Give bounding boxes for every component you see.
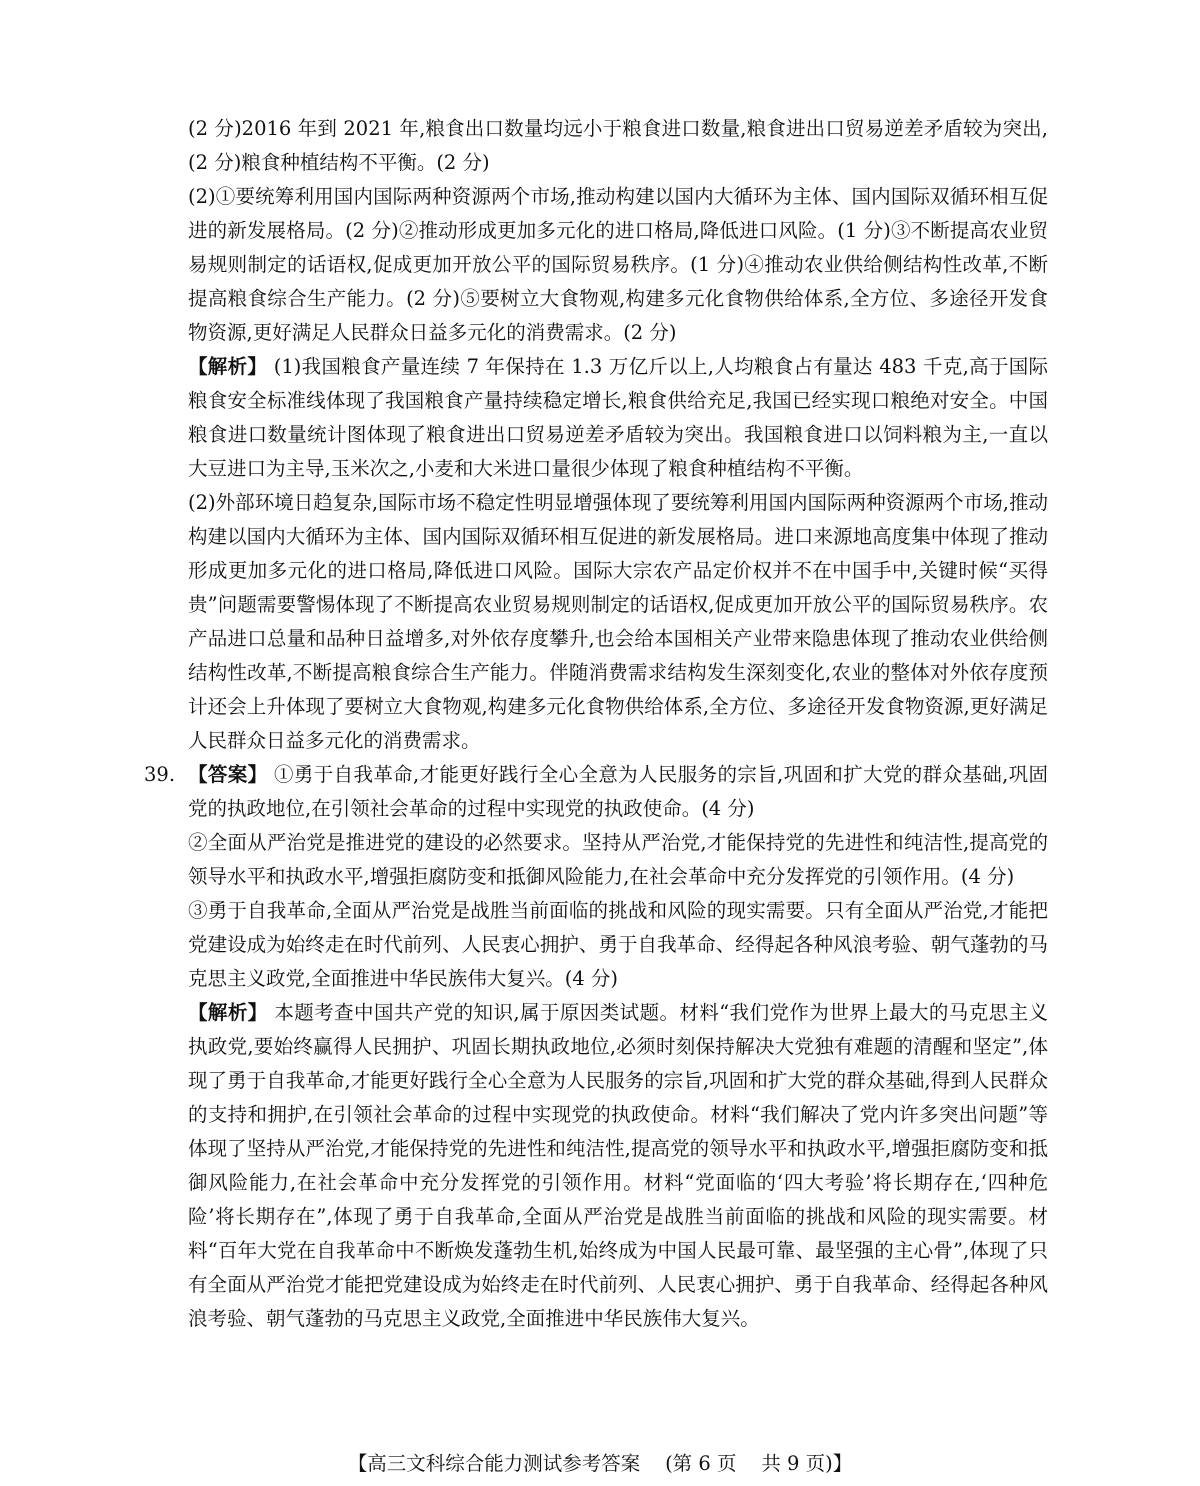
paragraph-text: ③勇于自我革命,全面从严治党是战胜当前面临的挑战和风险的现实需要。只有全面从严治党,才能把党建设成为始终走在时代前列、人民衷心拥护、勇于自我革命、经得起各种风浪考验、朝气蓬勃的马克思主义政党,全面推进中华民族伟大复兴。(4 分) (188, 899, 1048, 990)
answer-paragraph-1 (188, 112, 1048, 180)
analysis-paragraph-1 (188, 350, 1048, 486)
paragraph-text: (2)①要统筹利用国内国际两种资源两个市场,推动构建以国内大循环为主体、国内国际双循环相互促进的新发展格局。(2 分)②推动形成更加多元化的进口格局,降低进口风险。(1 分)③不断提高农业贸易规则制定的话语权,促成更加开放公平的国际贸易秩序。(1 分)④推动农业供给侧结构性改革,不断提高粮食综合生产能力。(2 分)⑤要树立大食物观,构建多元化食物供给体系,全方位、多途径开发食物资源,更好满足人民群众日益多元化的消费需求。(2 分) (188, 185, 1048, 344)
answer-content (144, 112, 1048, 1336)
page-footer (0, 1450, 1200, 1478)
paragraph-text: ②全面从严治党是推进党的建设的必然要求。坚持从严治党,才能保持党的先进性和纯洁性,提高党的领导水平和执政水平,增强拒腐防变和抵御风险能力,在社会革命中充分发挥党的引领作用。(4 分) (188, 831, 1048, 888)
answer-paragraph-2 (188, 180, 1048, 350)
footer-page-number: (第 6 页 (665, 1452, 737, 1475)
question-number: 39. (144, 763, 176, 786)
paragraph-text: (2)外部环境日趋复杂,国际市场不稳定性明显增强体现了要统筹利用国内国际两种资源两个市场,推动构建以国内大循环为主体、国内国际双循环相互促进的新发展格局。进口来源地高度集中体现了推动形成更加多元化的进口格局,降低进口风险。国际大宗农产品定价权并不在中国手中,关键时候“买得贵”问题需要警惕体现了不断提高农业贸易规则制定的话语权,促成更加开放公平的国际贸易秩序。农产品进口总量和品种日益增多,对外依存度攀升,也会给本国相关产业带来隐患体现了推动农业供给侧结构性改革,不断提高粮食综合生产能力。伴随消费需求结构发生深刻变化,农业的整体对外依存度预计还会上升体现了要树立大食物观,构建多元化食物供给体系,全方位、多途径开发食物资源,更好满足人民群众日益多元化的消费需求。 (188, 491, 1048, 752)
analysis-paragraph-39 (188, 996, 1048, 1336)
paragraph-text: ①勇于自我革命,才能更好践行全心全意为人民服务的宗旨,巩固和扩大党的群众基础,巩固党的执政地位,在引领社会革命的过程中实现党的执政使命。(4 分) (188, 763, 1048, 820)
answer-point-3 (188, 894, 1048, 996)
answer-tag: 【答案】 (188, 763, 268, 786)
paragraph-text: 本题考查中国共产党的知识,属于原因类试题。材料“我们党作为世界上最大的马克思主义执政党,要始终赢得人民拥护、巩固长期执政地位,必须时刻保持解决大党独有难题的清醒和坚定”,体现了勇于自我革命,才能更好践行全心全意为人民服务的宗旨,巩固和扩大党的群众基础,得到人民群众的支持和拥护,在引领社会革命的过程中实现党的执政使命。材料“我们解决了党内许多突出问题”等体现了坚持从严治党,才能保持党的先进性和纯洁性,提高党的领导水平和执政水平,增强拒腐防变和抵御风险能力,在社会革命中充分发挥党的引领作用。材料“党面临的‘四大考验’将长期存在,‘四种危险’将长期存在”,体现了勇于自我革命,全面从严治党是战胜当前面临的挑战和风险的现实需要。材料“百年大党在自我革命中不断焕发蓬勃生机,始终成为中国人民最可靠、最坚强的主心骨”,体现了只有全面从严治党才能把党建设成为始终走在时代前列、人民衷心拥护、勇于自我革命、经得起各种风浪考验、朝气蓬勃的马克思主义政党,全面推进中华民族伟大复兴。 (188, 1001, 1048, 1330)
answer-point-2 (188, 826, 1048, 894)
footer-title: 【高三文科综合能力测试参考答案 (347, 1452, 641, 1475)
analysis-tag: 【解析】 (188, 1001, 268, 1024)
analysis-tag: 【解析】 (188, 355, 268, 378)
question-39-answer (144, 758, 1048, 826)
footer-total-pages: 共 9 页)】 (761, 1452, 853, 1475)
paragraph-text: (1)我国粮食产量连续 7 年保持在 1.3 万亿斤以上,人均粮食占有量达 483 千克,高于国际粮食安全标准线体现了我国粮食产量持续稳定增长,粮食供给充足,我国已经实现口粮绝对安全。中国粮食进口数量统计图体现了粮食进出口贸易逆差矛盾较为突出。我国粮食进口以饲料粮为主,一直以大豆进口为主导,玉米次之,小麦和大米进口量很少体现了粮食种植结构不平衡。 (188, 355, 1048, 480)
analysis-paragraph-2 (188, 486, 1048, 758)
paragraph-text: (2 分)2016 年到 2021 年,粮食出口数量均远小于粮食进口数量,粮食进出口贸易逆差矛盾较为突出,(2 分)粮食种植结构不平衡。(2 分) (188, 117, 1048, 174)
